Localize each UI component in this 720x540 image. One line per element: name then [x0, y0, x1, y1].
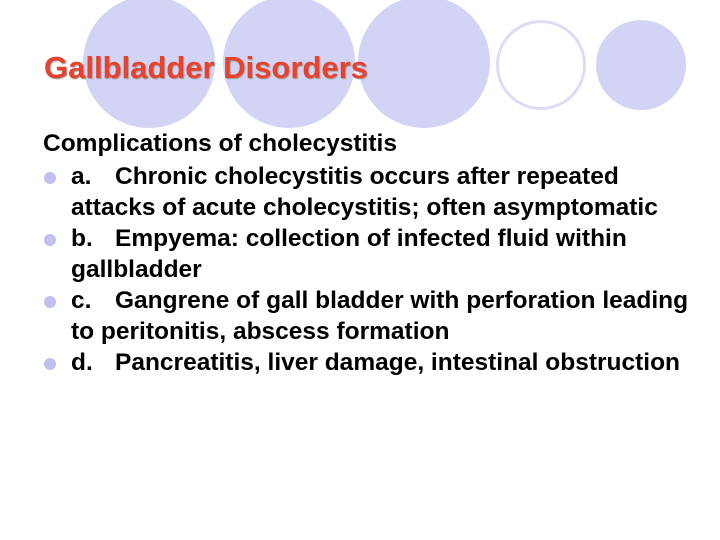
- list-item: [43, 347, 693, 378]
- item-letter: b.: [71, 225, 93, 252]
- item-text: Empyema: collection of infected fluid within gallbladder: [71, 225, 627, 283]
- item-letter: d.: [71, 349, 93, 376]
- slide-body: [43, 128, 693, 378]
- decor-circle-5: [596, 20, 686, 110]
- decor-circle-4: [496, 20, 586, 110]
- slide-title: Gallbladder Disorders: [44, 50, 368, 85]
- bullet-list: [43, 161, 693, 378]
- intro-line: Complications of cholecystitis: [43, 130, 397, 157]
- decor-circle-3: [358, 0, 490, 128]
- item-text: Gangrene of gall bladder with perforation leading to peritonitis, abscess formation: [71, 287, 689, 345]
- bullet-icon: [44, 296, 56, 308]
- bullet-icon: [44, 234, 56, 246]
- list-item: [43, 285, 693, 347]
- list-item: [43, 161, 693, 223]
- item-text: Pancreatitis, liver damage, intestinal obstruction: [115, 349, 681, 376]
- item-letter: a.: [71, 163, 92, 190]
- item-letter: c.: [71, 287, 92, 314]
- bullet-icon: [44, 358, 56, 370]
- list-item: [43, 223, 693, 285]
- item-text: Chronic cholecystitis occurs after repeated attacks of acute cholecystitis; often asymptomatic: [71, 163, 658, 221]
- bullet-icon: [44, 172, 56, 184]
